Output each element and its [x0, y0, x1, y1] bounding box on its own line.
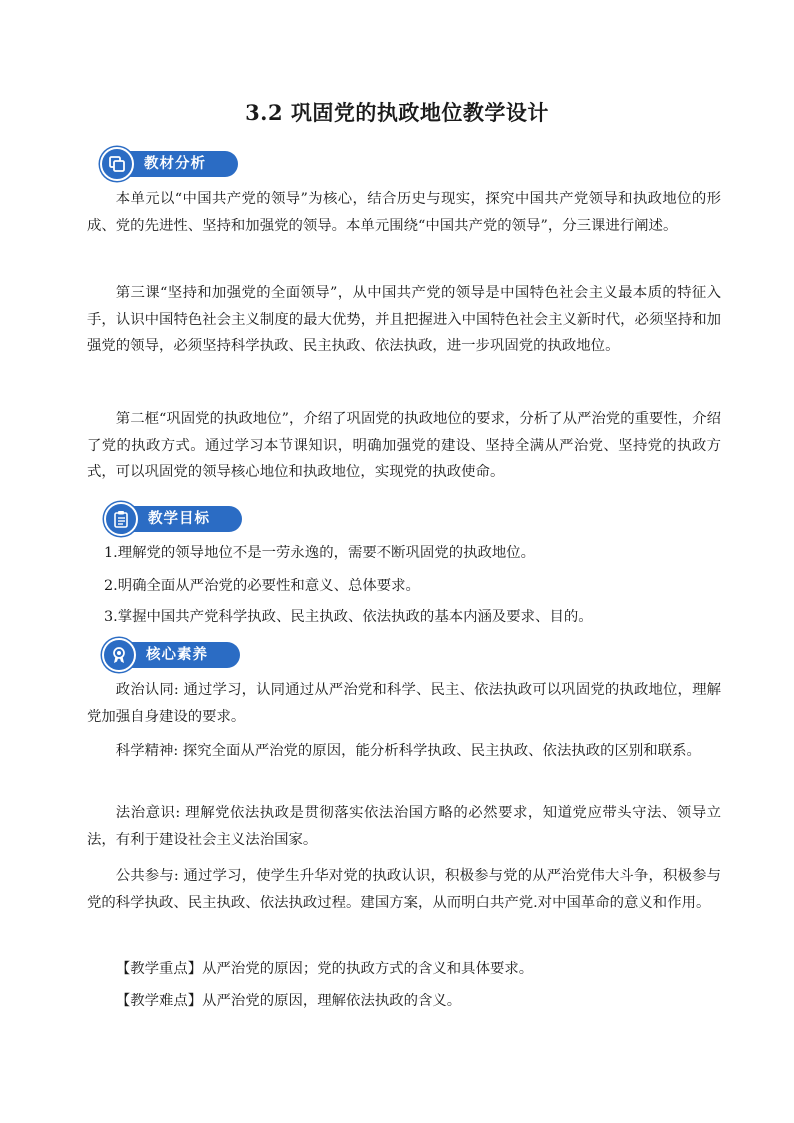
teaching-key-point: 【教学重点】从严治党的原因；党的执政方式的含义和具体要求。 — [115, 961, 534, 977]
analysis-paragraph-2: 第三课“坚持和加强党的全面领导”，从中国共产党的领导是中国特色社会主义最本质的特征入手，认识中国特色社会主义制度的最大优势，并且把握进入中国特色社会主义新时代，必须坚持和加强党的领导，必须坚持科学执政、民主执政、依法执政，进一步巩固党的执政地位。 — [87, 285, 721, 354]
teaching-difficulty: 【教学难点】从严治党的原因，理解依法执政的含义。 — [115, 993, 462, 1009]
literacy-participation: 公共参与: 通过学习，使学生升华对党的执政认识，积极参与党的从严治党伟大斗争，积极参与党的科学执政、民主执政、依法执政过程。建国方案，从而明白共产党.对中国革命的意义和作用。 — [87, 868, 721, 911]
section-heading-analysis: 教材分析 — [144, 156, 206, 172]
literacy-science: 科学精神: 探究全面从严治党的原因，能分析科学执政、民主执政、依法执政的区别和联系。 — [115, 743, 701, 759]
objective-item-1: 1.理解党的领导地位不是一劳永逸的，需要不断巩固党的执政地位。 — [104, 545, 536, 561]
literacy-political: 政治认同: 通过学习，认同通过从严治党和科学、民主、依法执政可以巩固党的执政地位，理解党加强自身建设的要求。 — [87, 682, 721, 725]
award-ribbon-icon — [110, 646, 128, 664]
objective-item-2: 2.明确全面从严治党的必要性和意义、总体要求。 — [104, 578, 420, 594]
objective-item-3: 3.掌握中国共产党科学执政、民主执政、依法执政的基本内涵及要求、目的。 — [104, 609, 593, 625]
section-header-literacy — [102, 638, 252, 672]
section-heading-objectives: 教学目标 — [148, 511, 210, 527]
copy-icon — [108, 155, 126, 173]
section-header-analysis — [100, 147, 250, 181]
section-header-objectives — [104, 502, 254, 536]
clipboard-icon — [112, 510, 130, 528]
section-heading-literacy: 核心素养 — [146, 647, 208, 663]
analysis-paragraph-3: 第二框“巩固党的执政地位”，介绍了巩固党的执政地位的要求，分析了从严治党的重要性，介绍了党的执政方式。通过学习本节课知识，明确加强党的建设、坚持全满从严治党、坚持党的执政方式，可以巩固党的领导核心地位和执政地位，实现党的执政使命。 — [87, 411, 721, 480]
analysis-paragraph-1: 本单元以“中国共产党的领导”为核心，结合历史与现实，探究中国共产党领导和执政地位的形成、党的先进性、坚持和加强党的领导。本单元围绕“中国共产党的领导”，分三课进行阐述。 — [87, 191, 721, 234]
literacy-law: 法治意识: 理解党依法执政是贯彻落实依法治国方略的必然要求，知道党应带头守法、领导立法，有利于建设社会主义法治国家。 — [87, 805, 721, 848]
document-title: 3.2 巩固党的执政地位教学设计 — [245, 100, 549, 125]
